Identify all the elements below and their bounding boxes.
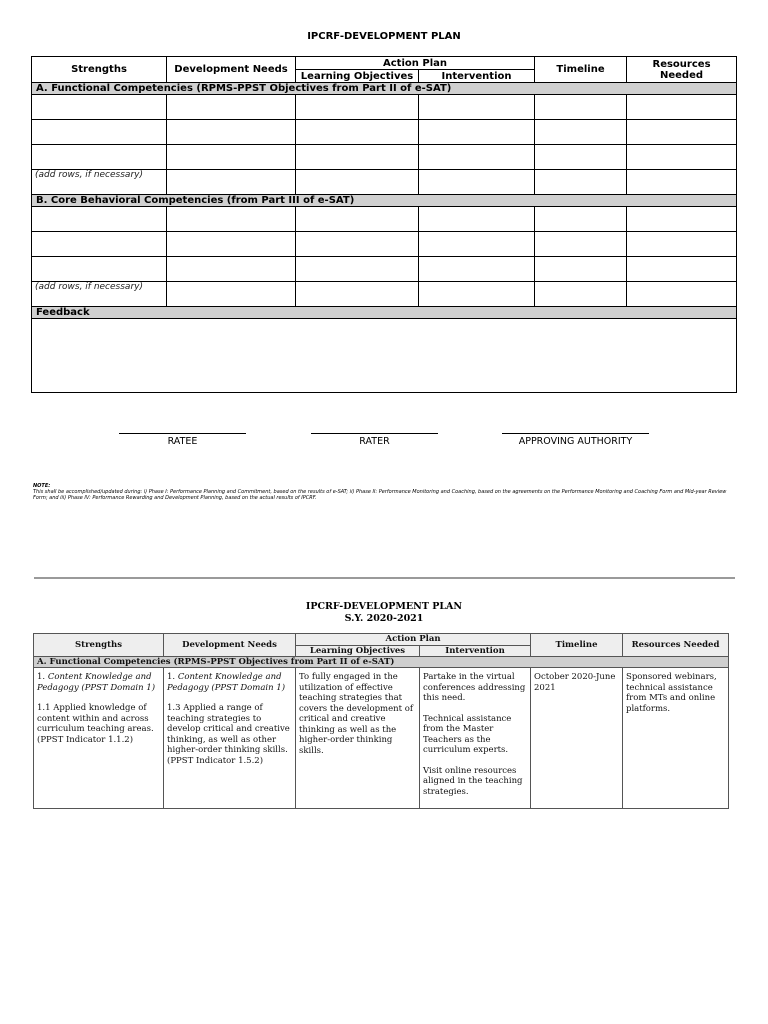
cell[interactable]	[296, 170, 419, 195]
strength-detail: 1.1 Applied knowledge of content within and across curriculum teaching areas. (PPST Indicator 1.1.2)	[37, 703, 154, 745]
cell[interactable]	[167, 257, 296, 282]
cell[interactable]	[167, 145, 296, 170]
approving-label: APPROVING AUTHORITY	[518, 436, 633, 447]
section-b-heading: B. Core Behavioral Competencies (from Part III of e-SAT)	[32, 195, 737, 207]
example-table	[33, 633, 729, 809]
page-separator	[34, 577, 735, 579]
cell[interactable]	[419, 95, 535, 120]
table-row	[32, 282, 737, 307]
table-row	[32, 170, 737, 195]
example-resources-cell	[623, 668, 729, 809]
cell[interactable]	[535, 145, 627, 170]
cell[interactable]	[32, 232, 167, 257]
cell[interactable]	[535, 120, 627, 145]
rater-signature	[311, 433, 438, 447]
cell[interactable]	[296, 120, 419, 145]
rater-label: RATER	[359, 436, 390, 447]
cell[interactable]	[419, 207, 535, 232]
example-header-development-needs: Development Needs	[164, 634, 296, 657]
note	[33, 483, 733, 501]
example-header-learning-objectives: Learning Objectives	[296, 645, 420, 657]
need-domain: Content Knowledge and Pedagogy (PPST Domain 1)	[167, 672, 286, 693]
cell[interactable]	[419, 257, 535, 282]
add-rows-note: (add rows, if necessary)	[32, 282, 167, 307]
cell[interactable]	[627, 257, 737, 282]
need-num: 1.	[167, 672, 176, 682]
example-section-a-heading: A. Functional Competencies (RPMS-PPST Objectives from Part II of e-SAT)	[34, 657, 729, 668]
feedback-heading: Feedback	[32, 307, 737, 319]
example-subtitle: S.Y. 2020-2021	[344, 613, 424, 624]
strength-domain: Content Knowledge and Pedagogy (PPST Domain 1)	[37, 672, 156, 693]
header-resources-needed: Resources Needed	[627, 57, 737, 83]
ratee-label: RATEE	[167, 436, 198, 447]
example-need-cell	[164, 668, 296, 809]
cell[interactable]	[627, 95, 737, 120]
example-strength-cell	[34, 668, 164, 809]
cell[interactable]	[535, 232, 627, 257]
cell[interactable]	[296, 282, 419, 307]
cell[interactable]	[296, 95, 419, 120]
cell[interactable]	[167, 232, 296, 257]
table-row	[32, 257, 737, 282]
example-header-intervention: Intervention	[420, 645, 531, 657]
table-row	[32, 120, 737, 145]
table-row	[32, 145, 737, 170]
cell[interactable]	[32, 257, 167, 282]
cell[interactable]	[535, 170, 627, 195]
cell[interactable]	[32, 120, 167, 145]
cell[interactable]	[167, 282, 296, 307]
example-header-strengths: Strengths	[34, 634, 164, 657]
add-rows-note: (add rows, if necessary)	[32, 170, 167, 195]
cell[interactable]	[627, 145, 737, 170]
cell[interactable]	[535, 95, 627, 120]
table-row	[32, 95, 737, 120]
table-row	[34, 668, 729, 809]
header-timeline: Timeline	[535, 57, 627, 83]
header-development-needs: Development Needs	[167, 57, 296, 83]
intervention-2: Technical assistance from the Master Teachers as the curriculum experts.	[423, 713, 512, 755]
intervention-1: Partake in the virtual conferences addressing this need.	[423, 672, 526, 703]
cell[interactable]	[296, 257, 419, 282]
cell[interactable]	[535, 257, 627, 282]
strength-num: 1.	[37, 672, 46, 682]
example-objective-cell	[296, 668, 420, 809]
example-header-timeline: Timeline	[531, 634, 623, 657]
cell[interactable]	[627, 282, 737, 307]
cell[interactable]	[167, 95, 296, 120]
feedback-box[interactable]	[32, 319, 737, 393]
cell[interactable]	[167, 170, 296, 195]
cell[interactable]	[296, 207, 419, 232]
cell[interactable]	[627, 120, 737, 145]
cell[interactable]	[419, 120, 535, 145]
cell[interactable]	[32, 207, 167, 232]
header-action-plan: Action Plan	[296, 57, 535, 70]
cell[interactable]	[32, 145, 167, 170]
header-strengths: Strengths	[32, 57, 167, 83]
example-timeline-cell	[531, 668, 623, 809]
cell[interactable]	[296, 232, 419, 257]
table-row	[32, 232, 737, 257]
objective-text: To fully engaged in the utilization of effective teaching strategies that covers the development of critical and creative thinking as well as the higher-order thinking skills.	[299, 672, 413, 756]
note-label: NOTE:	[33, 483, 51, 489]
cell[interactable]	[167, 207, 296, 232]
note-text: This shall be accomplished/updated during: i) Phase I: Performance Planning and Commitment, based on the results of e-SAT; ii) Phase II: Performance Monitoring and Coaching, based on the agreements on the Performance Monitoring and Coaching Form and Mid-year Review Form; and iii) Phase IV: Performance Rewarding and Development Planning, based on the actual results of IPCRF.	[33, 489, 727, 501]
example-header-action-plan: Action Plan	[296, 634, 531, 646]
cell[interactable]	[296, 145, 419, 170]
cell[interactable]	[627, 232, 737, 257]
cell[interactable]	[535, 207, 627, 232]
header-intervention: Intervention	[419, 70, 535, 83]
example-intervention-cell	[420, 668, 531, 809]
cell[interactable]	[167, 120, 296, 145]
ratee-signature	[119, 433, 246, 447]
cell[interactable]	[419, 232, 535, 257]
need-detail: 1.3 Applied a range of teaching strategies to develop critical and creative thinking, as well as other higher-order thinking skills. (PPST Indicator 1.5.2)	[167, 703, 290, 766]
example-title: IPCRF-DEVELOPMENT PLAN	[305, 601, 463, 612]
form-title: IPCRF-DEVELOPMENT PLAN	[307, 31, 461, 42]
intervention-3: Visit online resources aligned in the teaching strategies.	[423, 765, 523, 797]
approving-authority-signature	[502, 433, 649, 447]
header-learning-objectives: Learning Objectives	[296, 70, 419, 83]
cell[interactable]	[535, 282, 627, 307]
cell[interactable]	[419, 145, 535, 170]
cell[interactable]	[627, 207, 737, 232]
cell[interactable]	[627, 170, 737, 195]
example-header-resources-needed: Resources Needed	[623, 634, 729, 657]
timeline-text: October 2020-June 2021	[534, 672, 616, 693]
resources-text: Sponsored webinars, technical assistance from MTs and online platforms.	[626, 672, 717, 714]
cell[interactable]	[32, 95, 167, 120]
table-row	[32, 207, 737, 232]
cell[interactable]	[419, 170, 535, 195]
section-a-heading: A. Functional Competencies (RPMS-PPST Objectives from Part II of e-SAT)	[32, 83, 737, 95]
development-plan-table	[31, 56, 737, 393]
cell[interactable]	[419, 282, 535, 307]
